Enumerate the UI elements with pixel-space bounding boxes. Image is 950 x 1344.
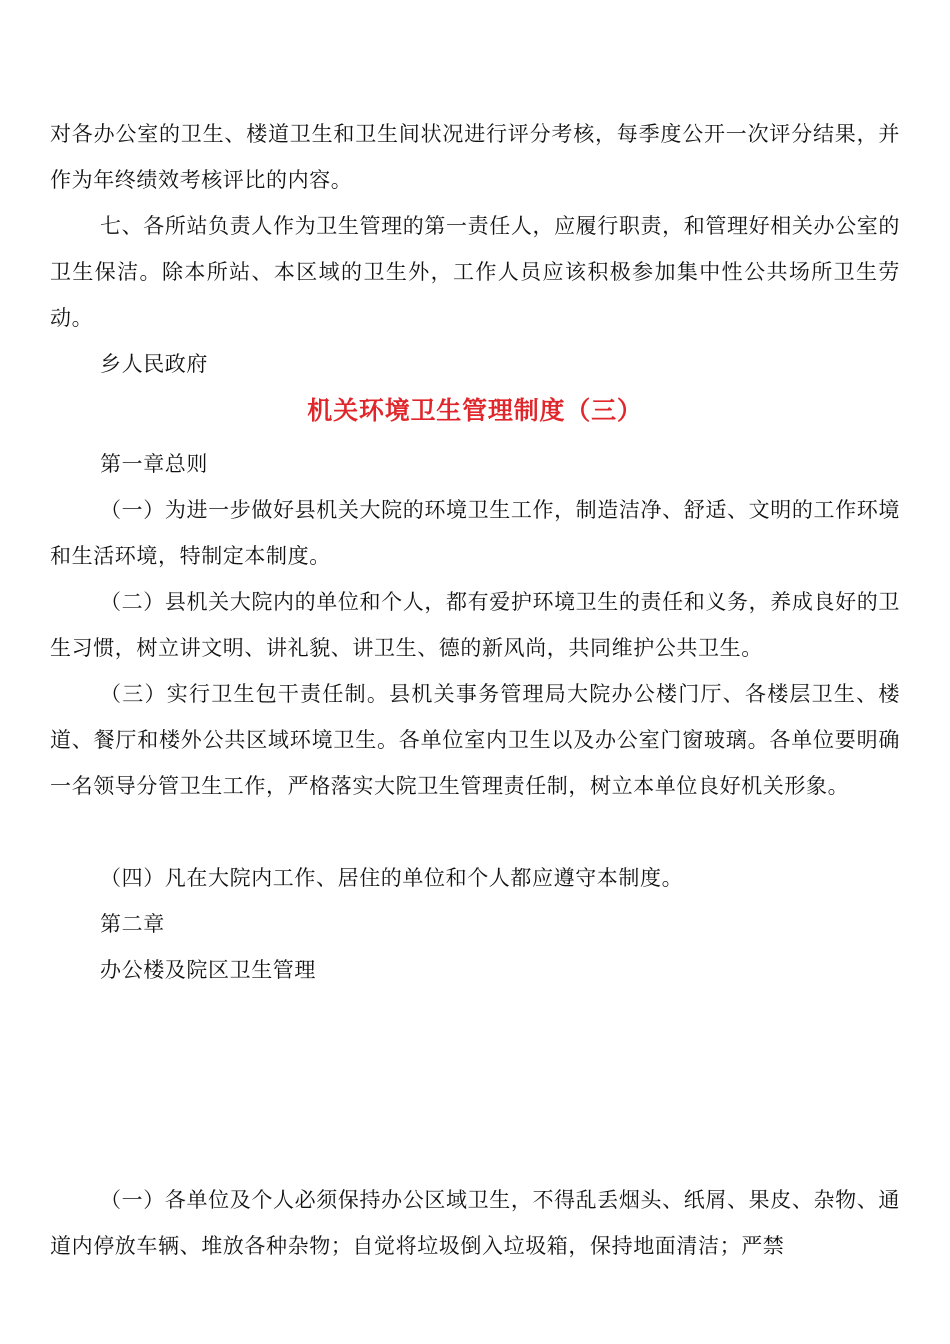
paragraph-evaluation: 对各办公室的卫生、楼道卫生和卫生间状况进行评分考核，每季度公开一次评分结果，并作为年终绩效考核评比的内容。: [50, 122, 900, 192]
paragraph-item-seven: 七、各所站负责人作为卫生管理的第一责任人，应履行职责，和管理好相关办公室的卫生保洁。除本所站、本区域的卫生外，工作人员应该积极参加集中性公共场所卫生劳动。: [50, 214, 900, 330]
paragraph-article-1: （一）为进一步做好县机关大院的环境卫生工作，制造洁净、舒适、文明的工作环境和生活环境，特制定本制度。: [50, 498, 900, 568]
paragraph-office-hygiene: （一）各单位及个人必须保持办公区域卫生，不得乱丢烟头、纸屑、果皮、杂物、通道内停放车辆、堆放各种杂物；自觉将垃圾倒入垃圾箱，保持地面清洁；严禁: [50, 1188, 900, 1258]
paragraph-article-4: （四）凡在大院内工作、居住的单位和个人都应遵守本制度。: [100, 866, 684, 890]
chapter-one-heading: 第一章总则: [100, 452, 208, 476]
paragraph-article-2: （二）县机关大院内的单位和个人，都有爱护环境卫生的责任和义务，养成良好的卫生习惯，树立讲文明、讲礼貌、讲卫生、德的新风尚，共同维护公共卫生。: [50, 590, 900, 660]
document-title: 机关环境卫生管理制度（三）: [307, 396, 643, 425]
paragraph-article-3: （三）实行卫生包干责任制。县机关事务管理局大院办公楼门厅、各楼层卫生、楼道、餐厅和楼外公共区域环境卫生。各单位室内卫生以及办公室门窗玻璃。各单位要明确一名领导分管卫生工作，严格落实大院卫生管理责任制，树立本单位良好机关形象。: [50, 682, 900, 798]
signature-government: 乡人民政府: [100, 352, 208, 376]
chapter-two-subtitle: 办公楼及院区卫生管理: [100, 958, 316, 982]
chapter-two-heading: 第二章: [100, 912, 165, 936]
